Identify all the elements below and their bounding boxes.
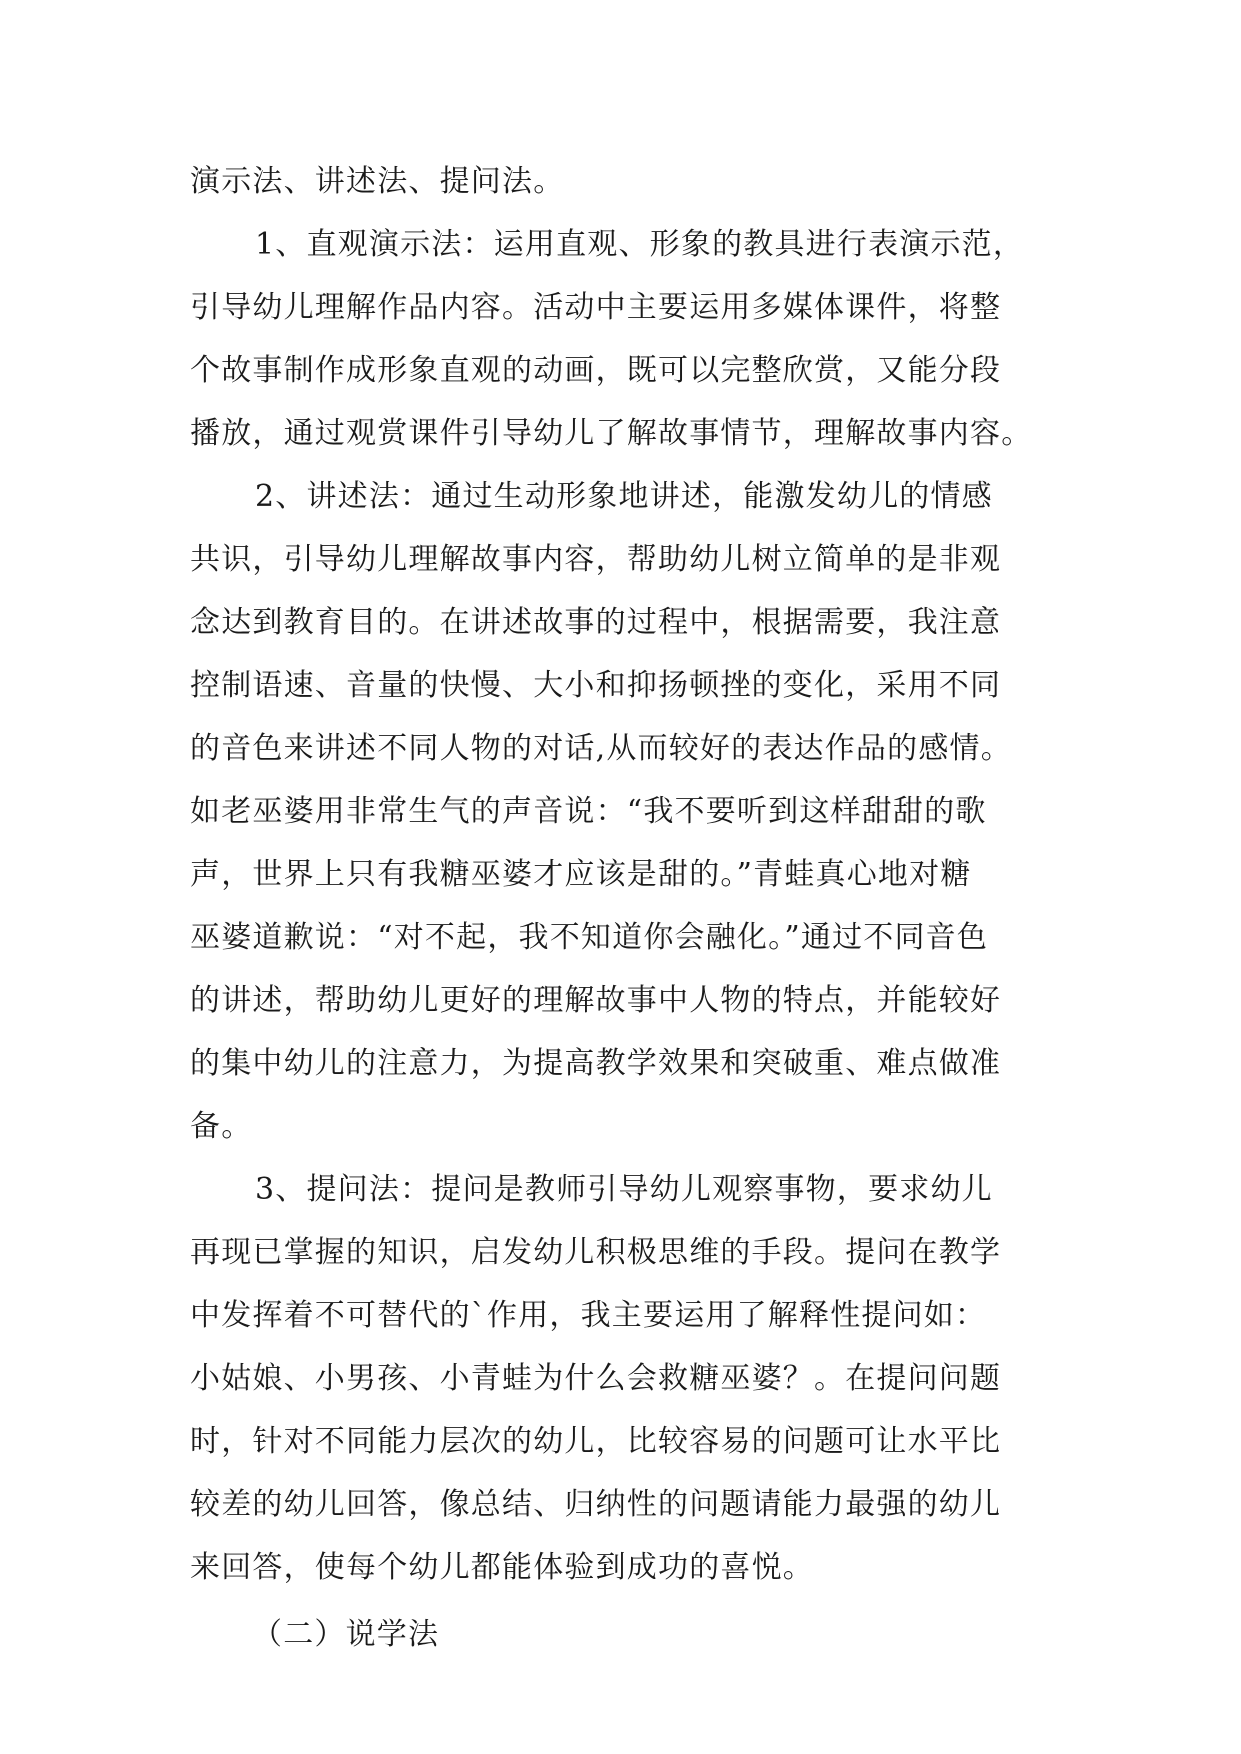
line-text: 再现已掌握的知识，启发幼儿积极思维的手段。提问在教学 [190, 1235, 1002, 1270]
line-text: 时，针对不同能力层次的幼儿，比较容易的问题可让水平比 [190, 1424, 1002, 1459]
line-text: 巫婆道歉说：“对不起，我不知道你会融化。”通过不同音色 [190, 920, 989, 955]
line-text: 个故事制作成形象直观的动画，既可以完整欣赏，又能分段 [190, 353, 1002, 388]
line-text: 控制语速、音量的快慢、大小和抑扬顿挫的变化，采用不同 [190, 668, 1002, 703]
line-text: 念达到教育目的。在讲述故事的过程中，根据需要，我注意 [190, 605, 1002, 640]
text-line [0, 1475, 1241, 1535]
text-line [0, 971, 1241, 1031]
section-heading: （二）说学法 [252, 1617, 440, 1652]
line-text: 引导幼儿理解作品内容。活动中主要运用多媒体课件，将整 [190, 290, 1002, 325]
line-text: 如老巫婆用非常生气的声音说：“我不要听到这样甜甜的歌 [190, 794, 987, 829]
text-line [0, 152, 1241, 212]
text-line [0, 1097, 1241, 1157]
line-text: 来回答，使每个幼儿都能体验到成功的喜悦。 [190, 1550, 814, 1585]
text-line [0, 908, 1241, 968]
text-line [0, 278, 1241, 338]
text-line [0, 1605, 1241, 1665]
line-text: 的讲述，帮助幼儿更好的理解故事中人物的特点，并能较好 [190, 983, 1002, 1018]
line-text: 备。 [190, 1109, 253, 1144]
line-text: 的音色来讲述不同人物的对话,从而较好的表达作品的感情。 [190, 731, 1012, 766]
line-text: 播放，通过观赏课件引导幼儿了解故事情节，理解故事内容。 [190, 416, 1033, 451]
text-line [0, 845, 1241, 905]
text-line [0, 1034, 1241, 1094]
text-line [0, 593, 1241, 653]
text-line [0, 1286, 1241, 1346]
line-text: 共识，引导幼儿理解故事内容，帮助幼儿树立简单的是非观 [190, 542, 1002, 577]
text-line [0, 341, 1241, 401]
text-line [0, 1538, 1241, 1598]
text-line [0, 404, 1241, 464]
line-text: 声，世界上只有我糖巫婆才应该是甜的。”青蛙真心地对糖 [190, 857, 972, 892]
text-line [0, 1412, 1241, 1472]
text-line [0, 656, 1241, 716]
text-line [0, 467, 1241, 527]
text-line [0, 1160, 1241, 1220]
line-text: 3、提问法：提问是教师引导幼儿观察事物，要求幼儿 [255, 1172, 993, 1207]
line-text: 中发挥着不可替代的`作用，我主要运用了解释性提问如： [190, 1298, 987, 1333]
text-line [0, 1223, 1241, 1283]
text-line [0, 782, 1241, 842]
line-text: 的集中幼儿的注意力，为提高教学效果和突破重、难点做准 [190, 1046, 1002, 1081]
text-line [0, 1349, 1241, 1409]
line-text: 1、直观演示法：运用直观、形象的教具进行表演示范， [255, 227, 1025, 262]
line-text: 演示法、讲述法、提问法。 [190, 164, 565, 199]
line-text: 较差的幼儿回答，像总结、归纳性的问题请能力最强的幼儿 [190, 1487, 1002, 1522]
text-line [0, 215, 1241, 275]
line-text: 小姑娘、小男孩、小青蛙为什么会救糖巫婆？。在提问问题 [190, 1361, 1002, 1396]
text-line [0, 530, 1241, 590]
text-line [0, 719, 1241, 779]
line-text: 2、讲述法：通过生动形象地讲述，能激发幼儿的情感 [255, 479, 993, 514]
